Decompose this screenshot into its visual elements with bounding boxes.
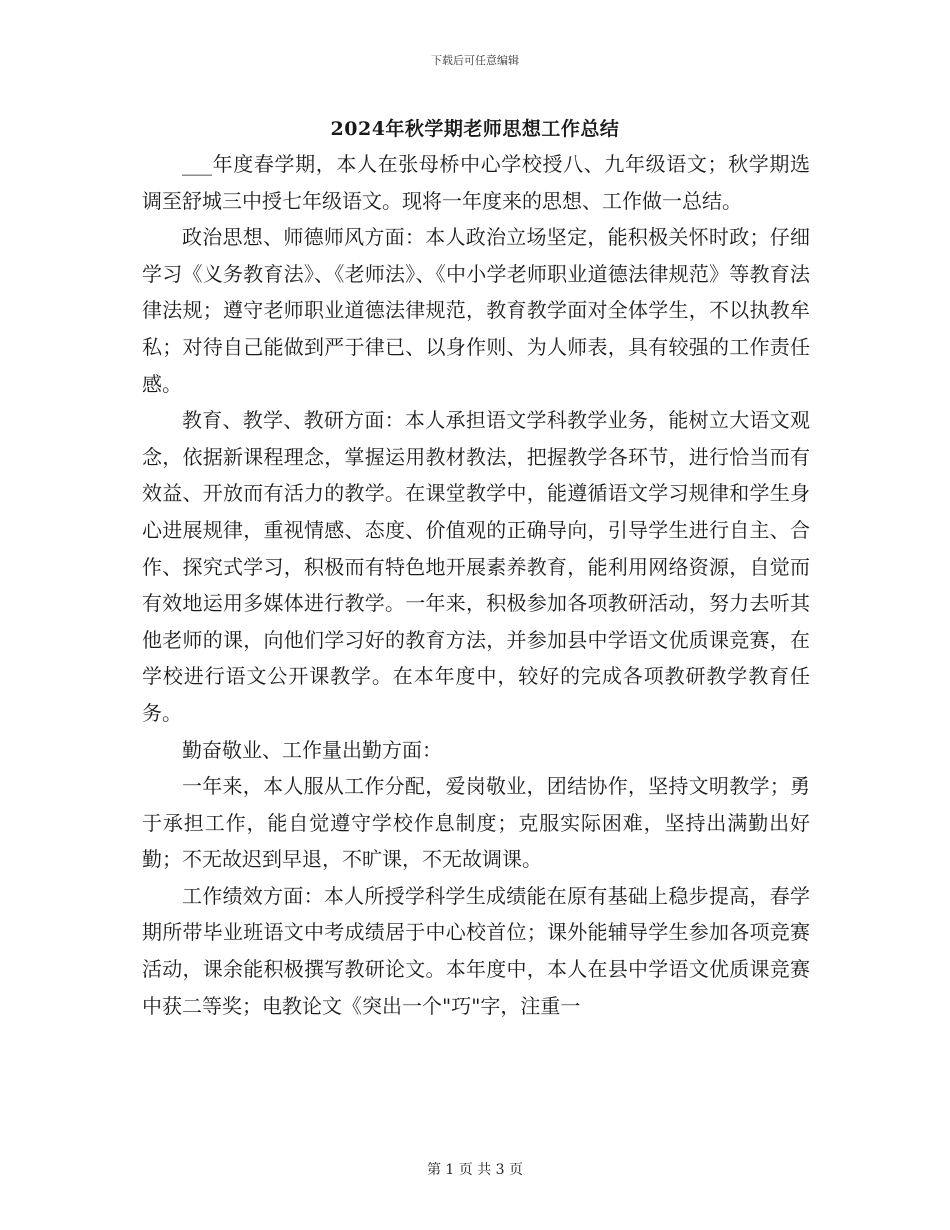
header-note: 下载后可任意编辑 [431,54,519,67]
page-number: 第 1 页 共 3 页 [426,1162,524,1178]
paragraph-intro: ___年度春学期，本人在张母桥中心学校授八、九年级语文；秋学期选调至舒城三中授七年级语文。现将一年度来的思想、工作做一总结。 [142,152,810,213]
document-title: 2024年秋学期老师思想工作总结 [330,118,620,140]
paragraph-political-ethics: 政治思想、师德师风方面：本人政治立场坚定，能积极关怀时政；仔细学习《义务教育法》、《老师法》、《中小学老师职业道德法律规范》等教育法律法规；遵守老师职业道德法律规范，教育教学面对全体学生，不以执教牟私；对待自己能做到严于律已、以身作则、为人师表，具有较强的工作责任感。 [142,225,810,396]
document-body [142,146,810,1024]
paragraph-diligence-detail: 一年来，本人服从工作分配，爱岗敬业，团结协作，坚持文明教学；勇于承担工作，能自觉遵守学校作息制度；克服实际困难，坚持出满勤出好勤；不无故迟到早退，不旷课，不无故调课。 [142,774,810,872]
paragraph-diligence-heading: 勤奋敬业、工作量出勤方面： [182,737,442,762]
paragraph-performance: 工作绩效方面：本人所授学科学生成绩能在原有基础上稳步提高，春学期所带毕业班语文中考成绩居于中心校首位；课外能辅导学生参加各项竞赛活动，课余能积极撰写教研论文。本年度中，本人在县中学语文优质课竞赛中获二等奖；电教论文《突出一个"巧"字，注重一 [142,883,810,1018]
paragraph-teaching-research: 教育、教学、教研方面：本人承担语文学科教学业务，能树立大语文观念，依据新课程理念，掌握运用教材教法，把握教学各环节，进行恰当而有效益、开放而有活力的教学。在课堂教学中，能遵循语文学习规律和学生身心进展规律，重视情感、态度、价值观的正确导向，引导学生进行自主、合作、探究式学习，积极而有特色地开展素养教育，能利用网络资源，自觉而有效地运用多媒体进行教学。一年来，积极参加各项教研活动，努力去听其他老师的课，向他们学习好的教育方法，并参加县中学语文优质课竞赛，在学校进行语文公开课教学。在本年度中，较好的完成各项教研教学教育任务。 [142,408,810,725]
